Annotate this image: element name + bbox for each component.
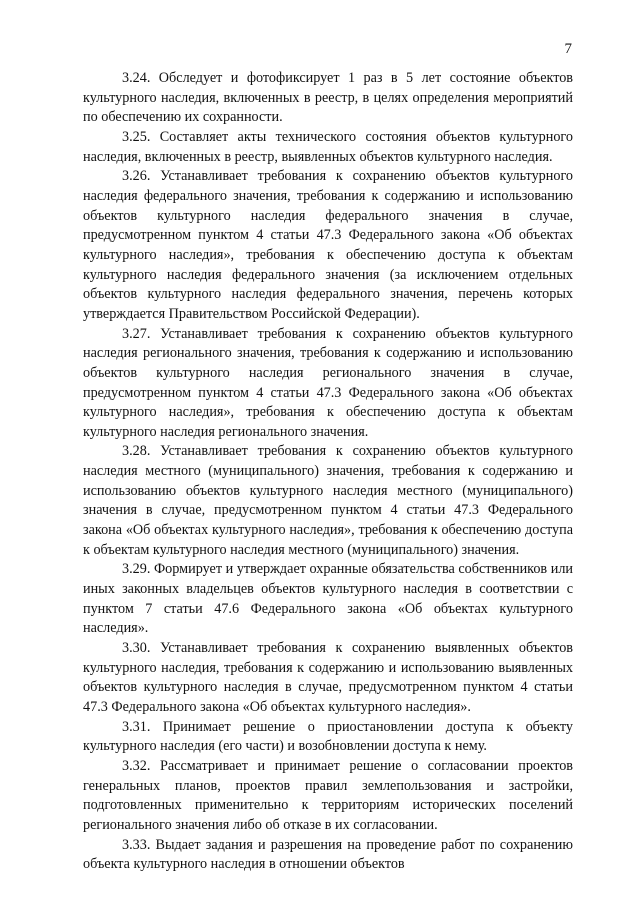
paragraph-3-28: 3.28. Устанавливает требования к сохранению объектов культурного наследия местного (муниципального) значения, требования к содержанию и использованию объектов культурного наследия местного (муниципального) значения в случае, предусмотренном пунктом 4 статьи 47.3 Федерального закона «Об объектах культурного наследия», требования к обеспечению доступа к объектам культурного наследия местного (муниципального) значения. <box>83 443 573 558</box>
paragraph-3-33: 3.33. Выдает задания и разрешения на проведение работ по сохранению объекта культурного наследия в отношении объектов <box>83 836 573 873</box>
paragraph-3-27: 3.27. Устанавливает требования к сохранению объектов культурного наследия регионального значения, требования к содержанию и использованию объектов культурного наследия регионального значения в случае, предусмотренном пунктом 4 статьи 47.3 Федерального закона «Об объектах культурного наследия», требования к обеспечению доступа к объектам культурного наследия регионального значения. <box>83 325 573 440</box>
document-body <box>83 69 573 875</box>
paragraph-3-31: 3.31. Принимает решение о приостановлении доступа к объекту культурного наследия (его части) и возобновлении доступа к нему. <box>83 718 573 755</box>
paragraph-3-32: 3.32. Рассматривает и принимает решение о согласовании проектов генеральных планов, проектов правил землепользования и застройки, подготовленных применительно к территориям исторических поселений регионального значения либо об отказе в их согласовании. <box>83 757 573 833</box>
paragraph-3-24: 3.24. Обследует и фотофиксирует 1 раз в 5 лет состояние объектов культурного наследия, включенных в реестр, в целях определения мероприятий по обеспечению их сохранности. <box>83 70 573 126</box>
paragraph-3-29: 3.29. Формирует и утверждает охранные обязательства собственников или иных законных владельцев объектов культурного наследия в соответствии с пунктом 7 статьи 47.6 Федерального закона «Об объектах культурного наследия». <box>83 561 573 637</box>
paragraph-3-25: 3.25. Составляет акты технического состояния объектов культурного наследия, включенных в реестр, выявленных объектов культурного наследия. <box>83 128 573 165</box>
page-number: 7 <box>564 41 572 57</box>
paragraph-3-26: 3.26. Устанавливает требования к сохранению объектов культурного наследия федерального значения, требования к содержанию и использованию объектов культурного наследия федерального значения в случае, предусмотренном пунктом 4 статьи 47.3 Федерального закона «Об объектах культурного наследия», требования к обеспечению доступа к объектам культурного наследия федерального значения (за исключением отдельных объектов культурного наследия федерального значения, перечень которых утверждается Правительством Российской Федерации). <box>83 168 573 322</box>
paragraph-3-30: 3.30. Устанавливает требования к сохранению выявленных объектов культурного наследия, требования к содержанию и использованию выявленных объектов культурного наследия в случае, предусмотренном пунктом 4 статьи 47.3 Федерального закона «Об объектах культурного наследия». <box>83 640 573 715</box>
